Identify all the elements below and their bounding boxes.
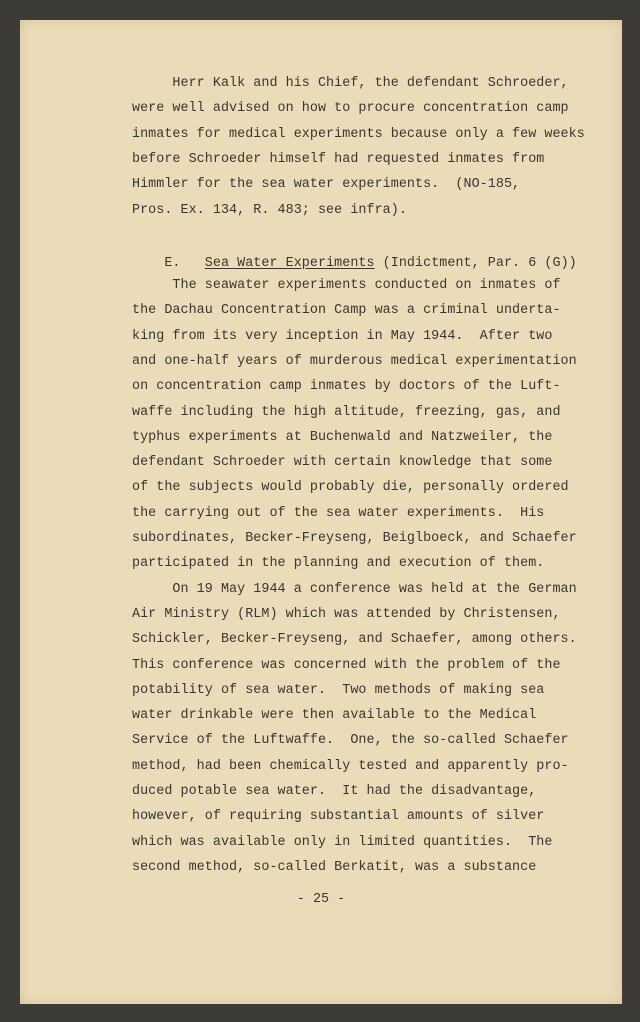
text-line: defendant Schroeder with certain knowledge that some xyxy=(132,455,553,471)
text-line: Service of the Luftwaffe. One, the so-called Schaefer xyxy=(132,733,569,749)
text-line: On 19 May 1944 a conference was held at the German xyxy=(132,581,577,597)
text-line: were well advised on how to procure concentration camp xyxy=(132,101,569,117)
text-line: king from its very inception in May 1944. After two xyxy=(132,328,553,344)
document-page xyxy=(20,20,622,1004)
text-line: on concentration camp inmates by doctors of the Luft- xyxy=(132,379,561,395)
text-line: waffe including the high altitude, freezing, gas, and xyxy=(132,404,561,420)
text-line: potability of sea water. Two methods of making sea xyxy=(132,682,545,698)
section-letter: E. xyxy=(164,256,181,271)
text-line: Pros. Ex. 134, R. 483; see infra). xyxy=(132,202,407,218)
text-line: The seawater experiments conducted on inmates of xyxy=(132,278,561,293)
text-line: subordinates, Becker-Freyseng, Beiglboeck, and Schaefer xyxy=(132,531,577,546)
text-line: This conference was concerned with the problem of the xyxy=(132,657,561,673)
text-line: participated in the planning and execution of them. xyxy=(132,556,545,572)
text-line: water drinkable were then available to the Medical xyxy=(132,708,537,724)
text-line: duced potable sea water. It had the disadvantage, xyxy=(132,784,537,799)
section-reference: (Indictment, Par. 6 (G)) xyxy=(374,256,577,271)
text-line: and one-half years of murderous medical experimentation xyxy=(132,353,577,369)
text-line: Herr Kalk and his Chief, the defendant Schroeder, xyxy=(132,76,569,91)
page-number: - 25 - xyxy=(296,892,346,907)
text-line: Himmler for the sea water experiments. (NO-185, xyxy=(132,177,521,193)
text-line: Schickler, Becker-Freyseng, and Schaefer, among others. xyxy=(132,632,577,648)
text-line: method, had been chemically tested and apparently pro- xyxy=(132,758,569,774)
text-line: the Dachau Concentration Camp was a criminal underta- xyxy=(132,303,561,319)
text-line: however, of requiring substantial amounts of silver xyxy=(132,809,545,825)
section-title: Sea Water Experiments xyxy=(204,256,375,271)
text-line: which was available only in limited quantities. The xyxy=(132,834,553,850)
text-line: before Schroeder himself had requested inmates from xyxy=(132,151,545,167)
text-line: of the subjects would probably die, personally ordered xyxy=(132,480,569,496)
text-line: Air Ministry (RLM) which was attended by Christensen, xyxy=(132,606,561,622)
text-line: the carrying out of the sea water experiments. His xyxy=(132,505,545,521)
section-heading xyxy=(132,240,577,288)
text-line: second method, so-called Berkatit, was a substance xyxy=(132,859,537,875)
text-line: inmates for medical experiments because only a few weeks xyxy=(132,126,585,142)
text-line: typhus experiments at Buchenwald and Natzweiler, the xyxy=(132,429,553,445)
